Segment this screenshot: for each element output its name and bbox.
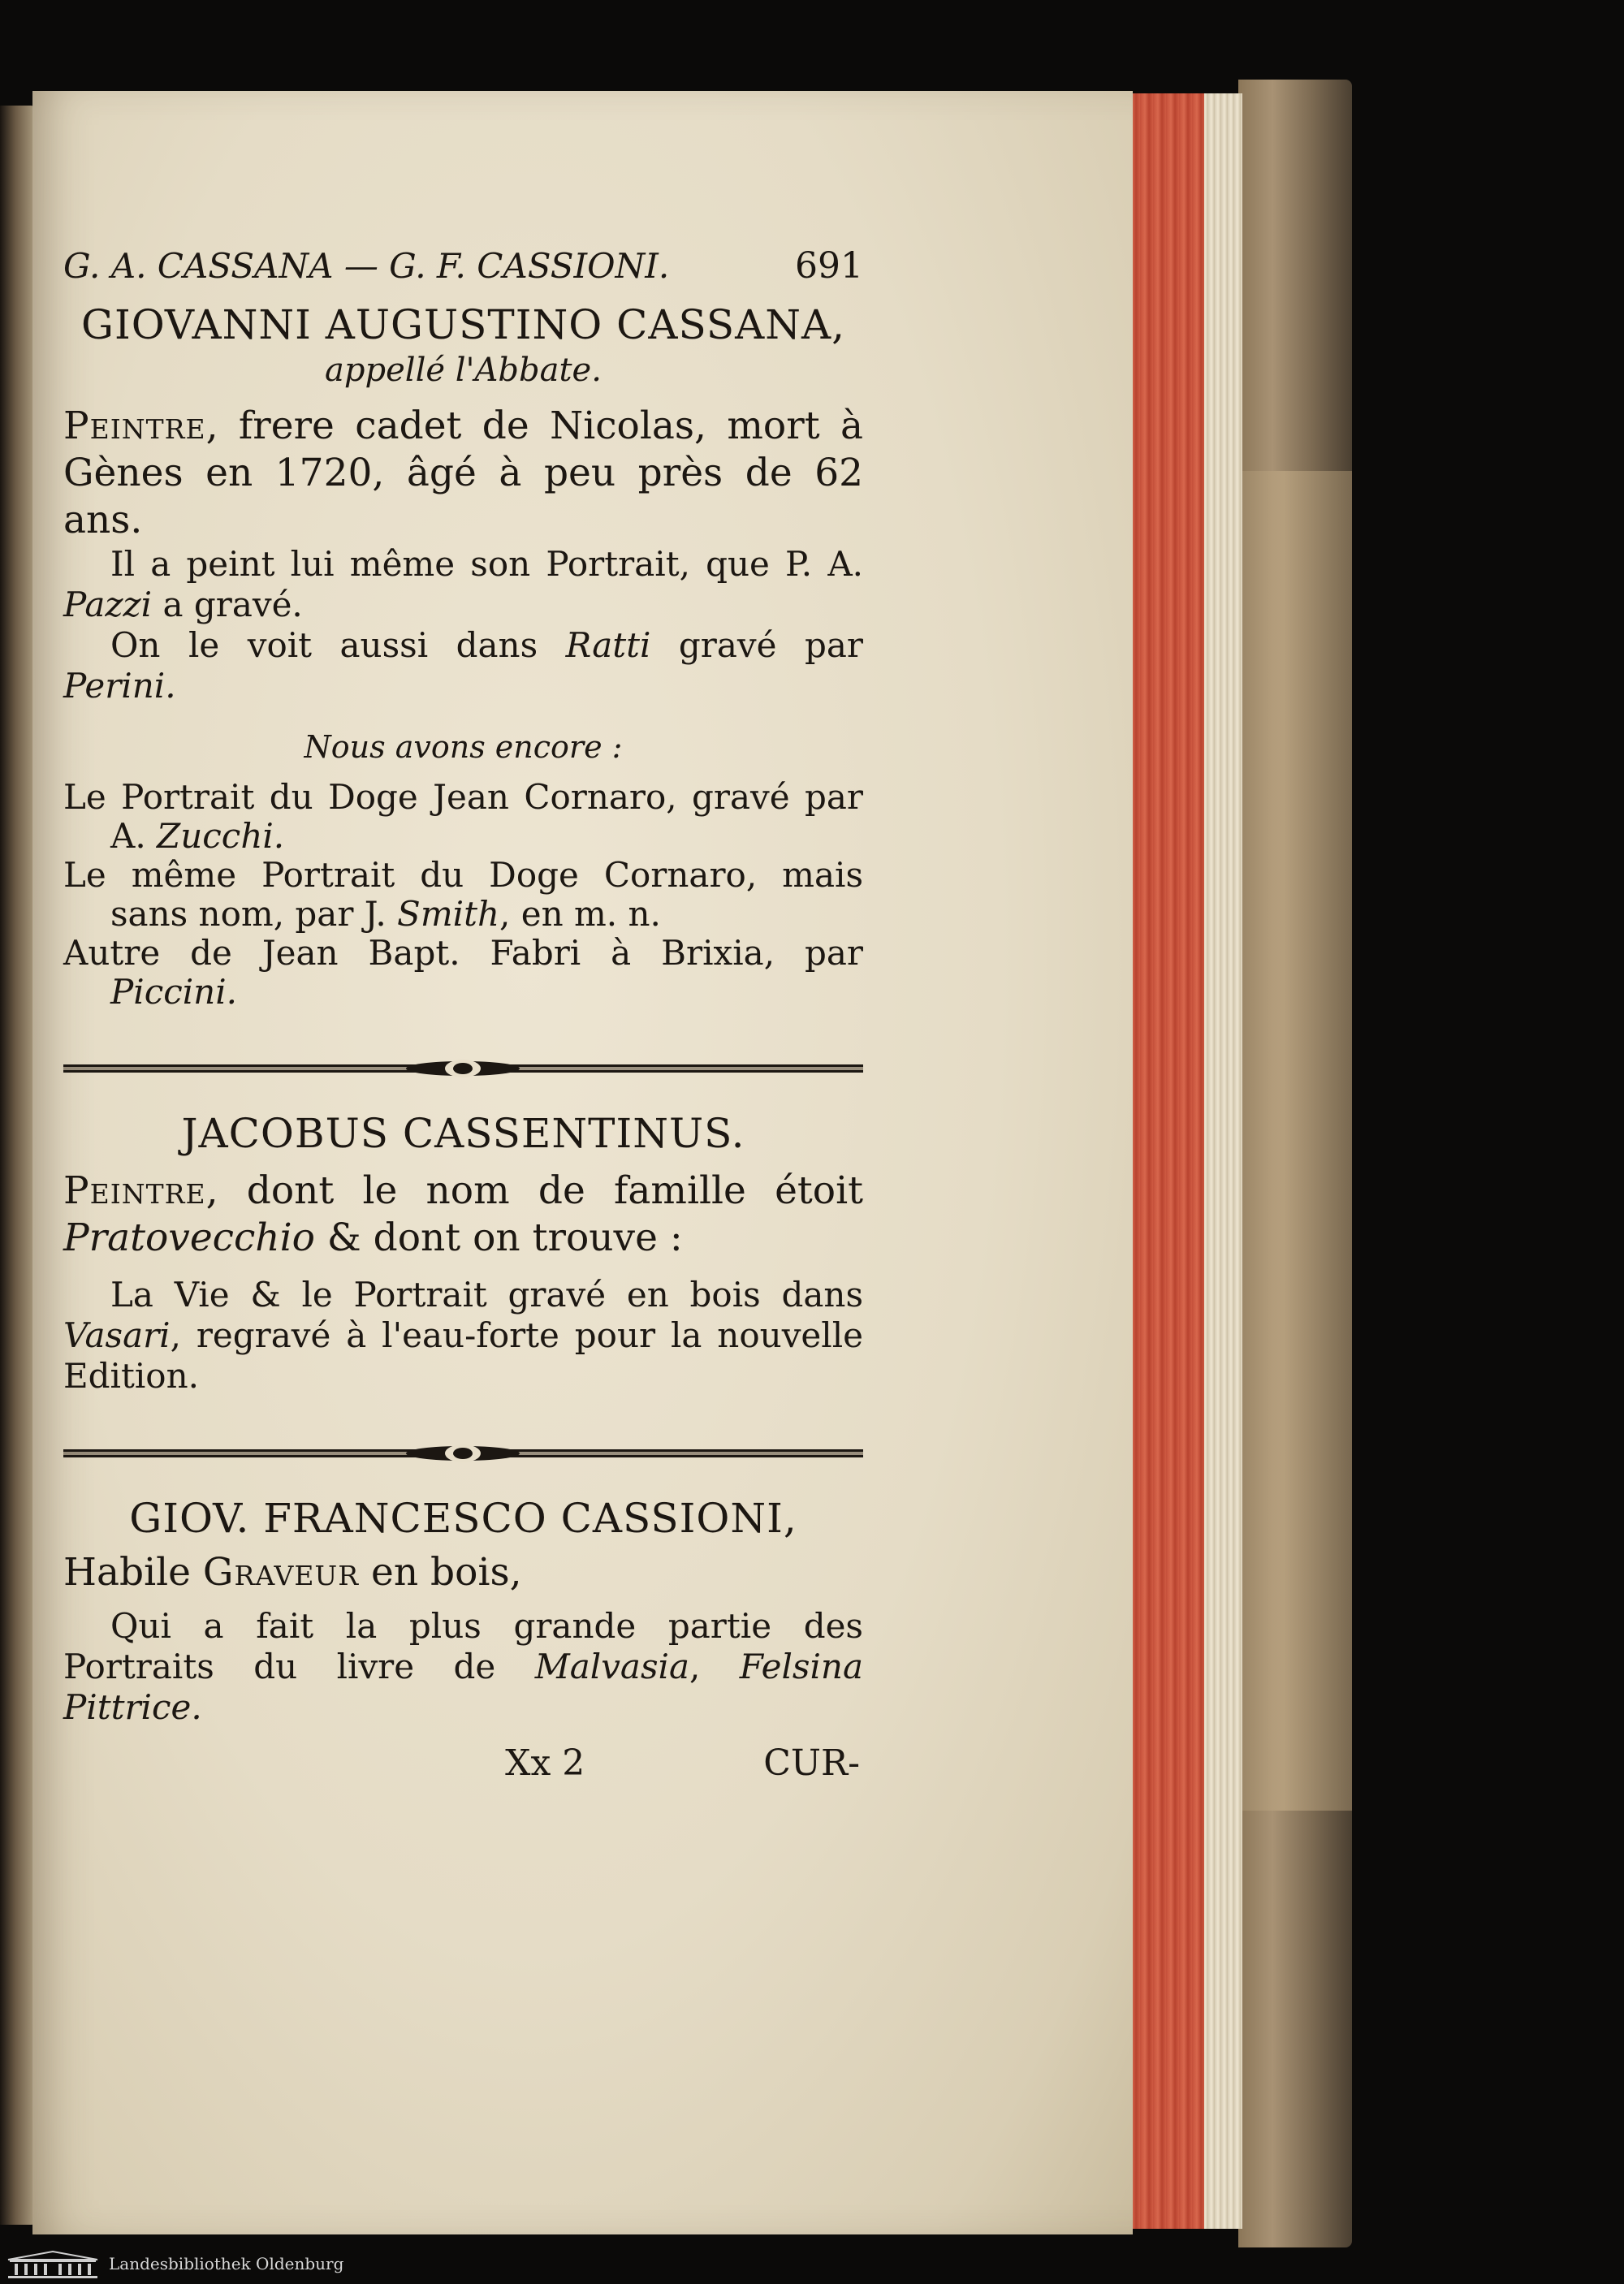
- library-building-icon: [5, 2250, 101, 2279]
- ornament-rule-icon: [63, 1444, 863, 1463]
- text-run: Habile: [63, 1550, 203, 1595]
- book-title: Felsina Pittrice.: [63, 1647, 864, 1727]
- signature-mark: Xx 2: [505, 1742, 585, 1784]
- text-run: en bois,: [359, 1550, 522, 1595]
- cover-band: [1238, 471, 1352, 1811]
- intro-lead: Peintre: [63, 404, 206, 448]
- engraver-name: Zucchi.: [157, 816, 285, 856]
- text-run: ,: [689, 1647, 740, 1686]
- text-run: , regravé à l'eau-forte pour la nouvelle Edition.: [63, 1315, 863, 1396]
- ornament-rule-icon: [63, 1059, 863, 1078]
- running-head: [63, 244, 863, 289]
- text-run: , dont le nom de famille étoit: [205, 1168, 863, 1213]
- list-item: [63, 778, 863, 856]
- paragraph-portrait: [63, 544, 863, 625]
- text-run: Il a peint lui même son Portrait, que P. A.: [110, 544, 863, 584]
- text-run: Le même Portrait du Doge Cornaro, mais sans nom, par J.: [63, 855, 863, 934]
- text-run: La Vie & le Portrait gravé en bois dans: [110, 1275, 863, 1315]
- author-name: Vasari: [63, 1315, 171, 1355]
- paragraph-vasari: [63, 1275, 863, 1397]
- entry-heading-cassioni: GIOV. FRANCESCO CASSIONI,: [129, 1495, 797, 1542]
- ornament-divider: [63, 1444, 863, 1463]
- entry-intro-cassana: [63, 403, 863, 544]
- family-name: Pratovecchio: [63, 1215, 315, 1260]
- text-run: , en m. n.: [499, 894, 661, 934]
- red-page-edge: [1125, 93, 1204, 2229]
- text-run: Qui a fait la plus grande partie des Portraits du livre de: [63, 1606, 863, 1686]
- text-run: Autre de Jean Bapt. Fabri à Brixia, par: [63, 933, 863, 973]
- page-number: 691: [795, 245, 863, 287]
- page-text: [63, 244, 863, 1786]
- library-name: Landesbibliothek Oldenburg: [109, 2254, 344, 2273]
- running-head-title: G. A. CASSANA — G. F. CASSIONI.: [63, 246, 670, 286]
- intro-lead: Peintre: [63, 1168, 206, 1213]
- engraver-name: Smith: [397, 894, 500, 934]
- text-run: Le Portrait du Doge Jean Cornaro, gravé par A.: [63, 777, 863, 856]
- page-footer: [63, 1741, 863, 1786]
- page-block-edge: [1202, 93, 1242, 2229]
- entry-heading-cassana: GIOVANNI AUGUSTINO CASSANA,: [81, 301, 845, 348]
- ornament-divider: [63, 1059, 863, 1078]
- engraver-name: Perini.: [63, 666, 176, 706]
- list-item: [63, 856, 863, 934]
- list-item: [63, 934, 863, 1012]
- profession: Graveur: [202, 1550, 360, 1595]
- catchword: CUR-: [763, 1742, 860, 1784]
- text-run: On le voit aussi dans: [110, 625, 566, 665]
- text-run: a gravé.: [152, 585, 303, 624]
- author-name: Malvasia: [534, 1647, 689, 1686]
- entry-subheading-cassana: appellé l'Abbate.: [325, 352, 602, 389]
- engraver-name: Pazzi: [63, 585, 153, 624]
- entry-heading-cassentinus: JACOBUS CASSENTINUS.: [181, 1110, 745, 1157]
- text-run: gravé par: [650, 625, 863, 665]
- list-title: Nous avons encore :: [304, 729, 623, 765]
- paragraph-ratti: [63, 625, 863, 706]
- author-name: Ratti: [565, 625, 651, 665]
- paragraph-malvasia: [63, 1606, 863, 1728]
- intro-text: , frere cadet de Nicolas, mort à Gènes en 1720, âgé à peu près de 62 ans.: [63, 404, 863, 542]
- engraver-name: Piccini.: [110, 972, 238, 1012]
- entry-intro-cassioni: [63, 1549, 863, 1596]
- entry-intro-cassentinus: [63, 1168, 863, 1262]
- text-run: & dont on trouve :: [314, 1215, 683, 1260]
